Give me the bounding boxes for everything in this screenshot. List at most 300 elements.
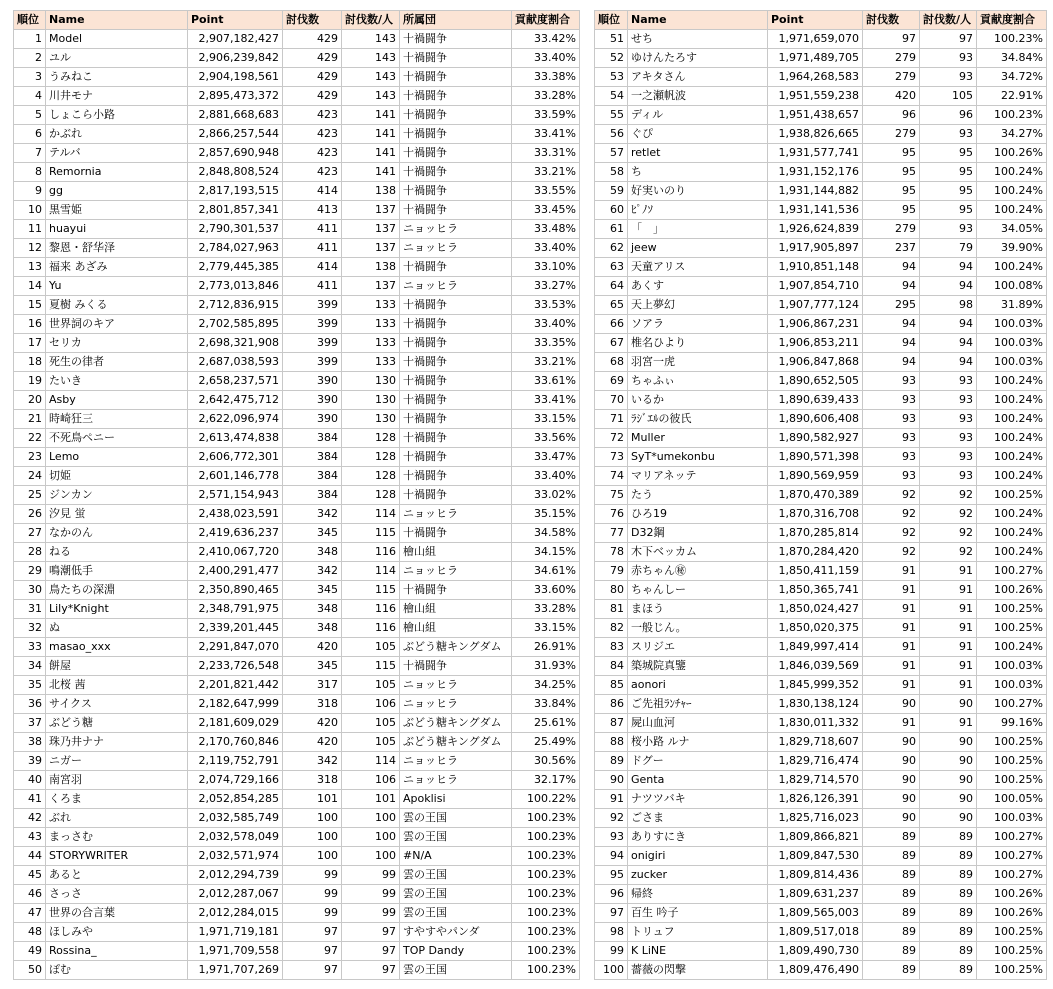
- cell-contribution: 100.23%: [512, 885, 580, 904]
- cell-kills-per-person: 94: [920, 277, 977, 296]
- cell-contribution: 100.25%: [977, 733, 1047, 752]
- table-row: [14, 562, 580, 581]
- cell-contribution: 33.27%: [512, 277, 580, 296]
- cell-name: スリジエ: [628, 638, 768, 657]
- cell-point: 1,906,847,868: [768, 353, 863, 372]
- cell-contribution: 100.23%: [512, 942, 580, 961]
- cell-kills: 414: [283, 258, 342, 277]
- cell-name: masao_xxx: [46, 638, 188, 657]
- table-row: [595, 353, 1047, 372]
- table-row: [14, 239, 580, 258]
- cell-contribution: 100.25%: [977, 923, 1047, 942]
- cell-point: 2,784,027,963: [188, 239, 283, 258]
- cell-contribution: 33.45%: [512, 201, 580, 220]
- cell-kills-per-person: 97: [342, 961, 400, 980]
- cell-kills-per-person: 90: [920, 695, 977, 714]
- cell-kills-per-person: 89: [920, 885, 977, 904]
- cell-rank: 8: [14, 163, 46, 182]
- table-row: [595, 372, 1047, 391]
- cell-contribution: 31.89%: [977, 296, 1047, 315]
- cell-point: 1,809,565,003: [768, 904, 863, 923]
- cell-kills-per-person: 93: [920, 49, 977, 68]
- cell-name: Asby: [46, 391, 188, 410]
- cell-kills: 429: [283, 49, 342, 68]
- cell-point: 1,826,126,391: [768, 790, 863, 809]
- cell-group: 十禍闘争: [400, 315, 512, 334]
- cell-rank: 36: [14, 695, 46, 714]
- cell-contribution: 34.61%: [512, 562, 580, 581]
- cell-contribution: 100.03%: [977, 334, 1047, 353]
- table-row: [14, 752, 580, 771]
- cell-contribution: 100.23%: [512, 809, 580, 828]
- cell-name: ソアラ: [628, 315, 768, 334]
- table-row: [595, 581, 1047, 600]
- cell-rank: 78: [595, 543, 628, 562]
- cell-kills: 91: [863, 676, 920, 695]
- cell-contribution: 100.25%: [977, 600, 1047, 619]
- cell-kills: 399: [283, 296, 342, 315]
- cell-rank: 14: [14, 277, 46, 296]
- cell-rank: 92: [595, 809, 628, 828]
- cell-contribution: 100.23%: [977, 106, 1047, 125]
- table-row: [595, 562, 1047, 581]
- cell-rank: 44: [14, 847, 46, 866]
- cell-rank: 90: [595, 771, 628, 790]
- cell-contribution: 33.02%: [512, 486, 580, 505]
- cell-kills: 99: [283, 885, 342, 904]
- cell-kills: 423: [283, 163, 342, 182]
- cell-kills-per-person: 89: [920, 904, 977, 923]
- cell-group: 十禍闘争: [400, 30, 512, 49]
- cell-kills-per-person: 130: [342, 391, 400, 410]
- cell-name: huayui: [46, 220, 188, 239]
- cell-contribution: 100.27%: [977, 828, 1047, 847]
- cell-kills-per-person: 133: [342, 353, 400, 372]
- table-row: [595, 847, 1047, 866]
- cell-group: 十禍闘争: [400, 87, 512, 106]
- cell-kills-per-person: 93: [920, 391, 977, 410]
- cell-point: 1,830,011,332: [768, 714, 863, 733]
- cell-kills: 93: [863, 448, 920, 467]
- cell-kills-per-person: 105: [920, 87, 977, 106]
- cell-point: 2,601,146,778: [188, 467, 283, 486]
- table-row: [595, 448, 1047, 467]
- cell-rank: 67: [595, 334, 628, 353]
- cell-rank: 21: [14, 410, 46, 429]
- cell-name: Lemo: [46, 448, 188, 467]
- cell-point: 1,809,490,730: [768, 942, 863, 961]
- cell-point: 1,850,411,159: [768, 562, 863, 581]
- cell-kills: 92: [863, 486, 920, 505]
- cell-kills: 318: [283, 695, 342, 714]
- cell-rank: 33: [14, 638, 46, 657]
- cell-name: いるか: [628, 391, 768, 410]
- cell-rank: 28: [14, 543, 46, 562]
- cell-rank: 53: [595, 68, 628, 87]
- cell-kills-per-person: 94: [920, 315, 977, 334]
- table-row: [595, 391, 1047, 410]
- cell-kills: 95: [863, 144, 920, 163]
- cell-name: たう: [628, 486, 768, 505]
- cell-kills-per-person: 141: [342, 125, 400, 144]
- cell-rank: 82: [595, 619, 628, 638]
- cell-kills: 237: [863, 239, 920, 258]
- table-row: [595, 30, 1047, 49]
- cell-point: 2,339,201,445: [188, 619, 283, 638]
- table-row: [14, 847, 580, 866]
- cell-name: zucker: [628, 866, 768, 885]
- cell-contribution: 33.40%: [512, 467, 580, 486]
- cell-point: 2,119,752,791: [188, 752, 283, 771]
- cell-kills-per-person: 143: [342, 30, 400, 49]
- cell-rank: 55: [595, 106, 628, 125]
- cell-kills: 345: [283, 524, 342, 543]
- cell-contribution: 100.24%: [977, 429, 1047, 448]
- cell-kills-per-person: 93: [920, 467, 977, 486]
- cell-point: 1,809,847,530: [768, 847, 863, 866]
- cell-rank: 22: [14, 429, 46, 448]
- cell-kills-per-person: 93: [920, 410, 977, 429]
- cell-kills-per-person: 91: [920, 676, 977, 695]
- cell-group: TOP Dandy: [400, 942, 512, 961]
- table-row: [14, 657, 580, 676]
- cell-rank: 84: [595, 657, 628, 676]
- cell-point: 2,857,690,948: [188, 144, 283, 163]
- cell-contribution: 100.27%: [977, 562, 1047, 581]
- cell-contribution: 33.47%: [512, 448, 580, 467]
- cell-kills: 90: [863, 771, 920, 790]
- cell-name: 珠乃井ナナ: [46, 733, 188, 752]
- cell-name: まっさむ: [46, 828, 188, 847]
- cell-rank: 72: [595, 429, 628, 448]
- cell-kills: 89: [863, 885, 920, 904]
- cell-kills: 384: [283, 486, 342, 505]
- cell-contribution: 34.72%: [977, 68, 1047, 87]
- cell-kills: 420: [283, 714, 342, 733]
- cell-kills-per-person: 99: [342, 885, 400, 904]
- table-row: [595, 486, 1047, 505]
- cell-group: 十禍闘争: [400, 49, 512, 68]
- cell-point: 2,801,857,341: [188, 201, 283, 220]
- cell-kills: 420: [283, 638, 342, 657]
- cell-point: 2,881,668,683: [188, 106, 283, 125]
- cell-kills-per-person: 95: [920, 201, 977, 220]
- cell-kills: 295: [863, 296, 920, 315]
- cell-kills: 342: [283, 562, 342, 581]
- cell-rank: 66: [595, 315, 628, 334]
- table-row: [595, 201, 1047, 220]
- cell-contribution: 34.84%: [977, 49, 1047, 68]
- cell-contribution: 100.23%: [512, 923, 580, 942]
- cell-group: 十禍闘争: [400, 258, 512, 277]
- cell-kills-per-person: 91: [920, 581, 977, 600]
- cell-contribution: 100.25%: [977, 961, 1047, 980]
- cell-kills-per-person: 105: [342, 733, 400, 752]
- cell-rank: 1: [14, 30, 46, 49]
- cell-point: 1,951,438,657: [768, 106, 863, 125]
- cell-contribution: 33.61%: [512, 372, 580, 391]
- table-row: [14, 790, 580, 809]
- cell-kills: 342: [283, 505, 342, 524]
- cell-name: 羽宮一虎: [628, 353, 768, 372]
- cell-name: さっさ: [46, 885, 188, 904]
- cell-kills-per-person: 133: [342, 334, 400, 353]
- cell-point: 1,809,476,490: [768, 961, 863, 980]
- cell-contribution: 100.24%: [977, 410, 1047, 429]
- cell-rank: 52: [595, 49, 628, 68]
- cell-kills: 384: [283, 448, 342, 467]
- cell-contribution: 100.24%: [977, 182, 1047, 201]
- cell-kills: 92: [863, 543, 920, 562]
- header-contribution: 貢献度割合: [512, 11, 580, 30]
- cell-contribution: 100.24%: [977, 638, 1047, 657]
- table-row: [14, 258, 580, 277]
- table-row: [595, 106, 1047, 125]
- table-row: [14, 353, 580, 372]
- cell-name: あると: [46, 866, 188, 885]
- cell-contribution: 100.03%: [977, 353, 1047, 372]
- cell-rank: 77: [595, 524, 628, 543]
- cell-kills-per-person: 91: [920, 638, 977, 657]
- cell-point: 1,971,719,181: [188, 923, 283, 942]
- cell-point: 1,971,707,269: [188, 961, 283, 980]
- cell-kills: 93: [863, 391, 920, 410]
- cell-contribution: 100.03%: [977, 657, 1047, 676]
- cell-rank: 42: [14, 809, 46, 828]
- cell-name: ナツツバキ: [628, 790, 768, 809]
- cell-contribution: 99.16%: [977, 714, 1047, 733]
- table-row: [14, 619, 580, 638]
- cell-point: 1,829,718,607: [768, 733, 863, 752]
- cell-rank: 5: [14, 106, 46, 125]
- cell-name: ちゃふぃ: [628, 372, 768, 391]
- cell-name: retlet: [628, 144, 768, 163]
- cell-group: ぶどう糖キングダム: [400, 638, 512, 657]
- header-kills-per-person: 討伐数/人: [342, 11, 400, 30]
- cell-rank: 68: [595, 353, 628, 372]
- cell-kills-per-person: 100: [342, 828, 400, 847]
- cell-group: 十禍闘争: [400, 334, 512, 353]
- cell-point: 2,350,890,465: [188, 581, 283, 600]
- cell-group: #N/A: [400, 847, 512, 866]
- cell-point: 1,850,020,375: [768, 619, 863, 638]
- cell-kills-per-person: 141: [342, 106, 400, 125]
- cell-group: 檜山組: [400, 619, 512, 638]
- cell-contribution: 33.60%: [512, 581, 580, 600]
- cell-name: ありすにき: [628, 828, 768, 847]
- cell-kills: 348: [283, 619, 342, 638]
- cell-kills-per-person: 143: [342, 68, 400, 87]
- cell-name: 切姫: [46, 467, 188, 486]
- cell-point: 2,848,808,524: [188, 163, 283, 182]
- cell-point: 2,291,847,070: [188, 638, 283, 657]
- table-row: [14, 429, 580, 448]
- cell-kills-per-person: 141: [342, 144, 400, 163]
- cell-name: せち: [628, 30, 768, 49]
- cell-point: 1,809,814,436: [768, 866, 863, 885]
- cell-name: 天上夢幻: [628, 296, 768, 315]
- cell-rank: 73: [595, 448, 628, 467]
- table-row: [595, 543, 1047, 562]
- cell-kills-per-person: 137: [342, 277, 400, 296]
- cell-kills-per-person: 97: [920, 30, 977, 49]
- cell-contribution: 100.23%: [977, 30, 1047, 49]
- cell-name: ディル: [628, 106, 768, 125]
- table-row: [14, 942, 580, 961]
- cell-kills-per-person: 106: [342, 771, 400, 790]
- table-row: [14, 125, 580, 144]
- cell-kills-per-person: 93: [920, 220, 977, 239]
- cell-rank: 99: [595, 942, 628, 961]
- cell-kills-per-person: 106: [342, 695, 400, 714]
- table-row: [595, 315, 1047, 334]
- cell-contribution: 33.48%: [512, 220, 580, 239]
- cell-name: Muller: [628, 429, 768, 448]
- cell-contribution: 34.27%: [977, 125, 1047, 144]
- cell-kills-per-person: 100: [342, 847, 400, 866]
- cell-name: 屍山血河: [628, 714, 768, 733]
- table-row: [14, 505, 580, 524]
- cell-contribution: 33.15%: [512, 619, 580, 638]
- cell-name: D32鋼: [628, 524, 768, 543]
- cell-kills-per-person: 94: [920, 353, 977, 372]
- cell-kills-per-person: 89: [920, 923, 977, 942]
- cell-name: 黒雪姫: [46, 201, 188, 220]
- cell-kills: 97: [863, 30, 920, 49]
- cell-point: 1,825,716,023: [768, 809, 863, 828]
- cell-kills-per-person: 91: [920, 600, 977, 619]
- cell-group: ニョッヒラ: [400, 505, 512, 524]
- cell-kills: 342: [283, 752, 342, 771]
- cell-rank: 10: [14, 201, 46, 220]
- cell-point: 1,809,517,018: [768, 923, 863, 942]
- cell-point: 1,890,652,505: [768, 372, 863, 391]
- cell-point: 2,906,239,842: [188, 49, 283, 68]
- cell-kills-per-person: 101: [342, 790, 400, 809]
- cell-kills: 318: [283, 771, 342, 790]
- cell-kills: 413: [283, 201, 342, 220]
- cell-kills: 384: [283, 467, 342, 486]
- cell-rank: 97: [595, 904, 628, 923]
- cell-name: 築城院真鑒: [628, 657, 768, 676]
- cell-point: 1,829,716,474: [768, 752, 863, 771]
- cell-kills-per-person: 105: [342, 638, 400, 657]
- cell-point: 1,931,141,536: [768, 201, 863, 220]
- cell-kills: 99: [283, 866, 342, 885]
- cell-name: ぽむ: [46, 961, 188, 980]
- cell-contribution: 100.25%: [977, 942, 1047, 961]
- cell-name: テルバ: [46, 144, 188, 163]
- cell-name: マリアネッテ: [628, 467, 768, 486]
- cell-rank: 34: [14, 657, 46, 676]
- cell-kills: 91: [863, 600, 920, 619]
- cell-rank: 29: [14, 562, 46, 581]
- table-row: [14, 49, 580, 68]
- cell-kills: 89: [863, 866, 920, 885]
- cell-name: ぶどう糖: [46, 714, 188, 733]
- cell-rank: 20: [14, 391, 46, 410]
- cell-contribution: 33.10%: [512, 258, 580, 277]
- cell-kills: 348: [283, 543, 342, 562]
- cell-name: ゆけんたろす: [628, 49, 768, 68]
- cell-rank: 9: [14, 182, 46, 201]
- cell-point: 2,790,301,537: [188, 220, 283, 239]
- cell-rank: 47: [14, 904, 46, 923]
- cell-point: 2,074,729,166: [188, 771, 283, 790]
- cell-contribution: 34.25%: [512, 676, 580, 695]
- cell-name: サイクス: [46, 695, 188, 714]
- cell-point: 1,845,999,352: [768, 676, 863, 695]
- cell-contribution: 100.24%: [977, 258, 1047, 277]
- table-row: [14, 486, 580, 505]
- cell-contribution: 33.35%: [512, 334, 580, 353]
- table-row: [595, 885, 1047, 904]
- table-row: [14, 904, 580, 923]
- cell-contribution: 100.23%: [512, 828, 580, 847]
- cell-group: 十禍闘争: [400, 68, 512, 87]
- table-row: [595, 771, 1047, 790]
- cell-kills: 94: [863, 258, 920, 277]
- cell-contribution: 33.21%: [512, 163, 580, 182]
- cell-rank: 95: [595, 866, 628, 885]
- cell-kills: 99: [283, 904, 342, 923]
- table-row: [14, 372, 580, 391]
- cell-point: 2,400,291,477: [188, 562, 283, 581]
- cell-rank: 79: [595, 562, 628, 581]
- cell-group: 十禍闘争: [400, 657, 512, 676]
- cell-point: 2,658,237,571: [188, 372, 283, 391]
- cell-name: Remornia: [46, 163, 188, 182]
- cell-name: 百生 吟子: [628, 904, 768, 923]
- cell-contribution: 100.26%: [977, 885, 1047, 904]
- table-row: [595, 866, 1047, 885]
- table-row: [595, 505, 1047, 524]
- cell-kills-per-person: 116: [342, 543, 400, 562]
- cell-point: 1,830,138,124: [768, 695, 863, 714]
- cell-kills-per-person: 94: [920, 258, 977, 277]
- cell-rank: 69: [595, 372, 628, 391]
- cell-contribution: 100.27%: [977, 695, 1047, 714]
- cell-kills-per-person: 100: [342, 809, 400, 828]
- table-row: [595, 809, 1047, 828]
- table-row: [14, 163, 580, 182]
- cell-rank: 94: [595, 847, 628, 866]
- cell-kills: 429: [283, 30, 342, 49]
- cell-point: 1,849,997,414: [768, 638, 863, 657]
- cell-kills: 90: [863, 809, 920, 828]
- cell-contribution: 100.22%: [512, 790, 580, 809]
- cell-name: ご先祖ﾗﾝﾁｬｰ: [628, 695, 768, 714]
- cell-point: 2,012,287,067: [188, 885, 283, 904]
- cell-contribution: 33.28%: [512, 600, 580, 619]
- cell-group: 十禍闘争: [400, 581, 512, 600]
- cell-name: 不死鳥ペニー: [46, 429, 188, 448]
- table-row: [14, 182, 580, 201]
- table-row: [14, 866, 580, 885]
- table-row: [14, 277, 580, 296]
- cell-contribution: 100.23%: [512, 961, 580, 980]
- cell-point: 1,971,709,558: [188, 942, 283, 961]
- cell-kills: 317: [283, 676, 342, 695]
- cell-group: 十禍闘争: [400, 182, 512, 201]
- cell-point: 1,850,024,427: [768, 600, 863, 619]
- cell-contribution: 33.41%: [512, 125, 580, 144]
- cell-rank: 38: [14, 733, 46, 752]
- cell-point: 1,931,144,882: [768, 182, 863, 201]
- table-row: [595, 942, 1047, 961]
- header-point: Point: [188, 11, 283, 30]
- cell-kills: 279: [863, 125, 920, 144]
